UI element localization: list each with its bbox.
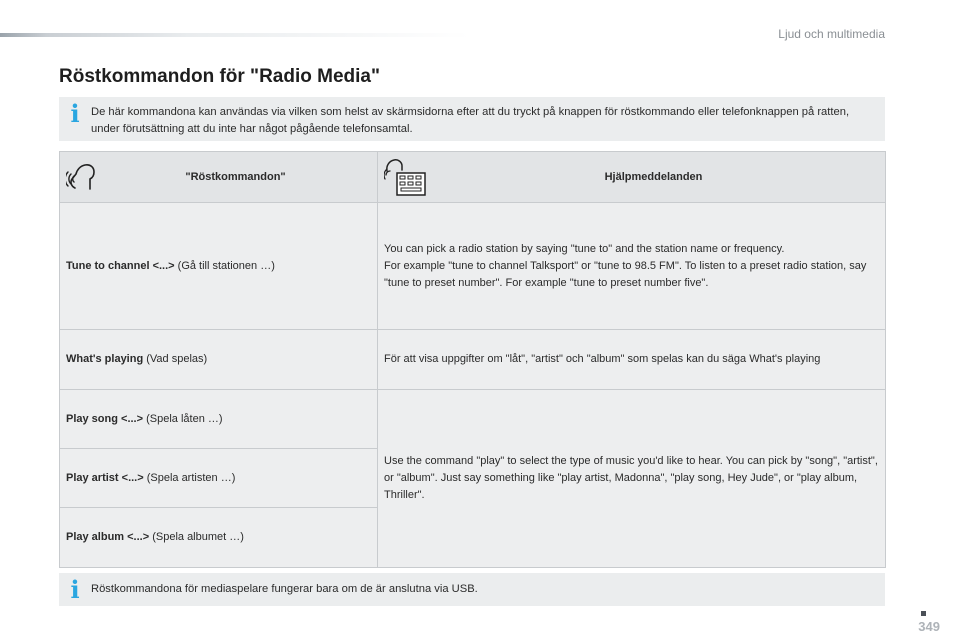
table-header-row xyxy=(60,152,886,203)
info-note-top-text: De här kommandona kan användas via vilken som helst av skärmsidorna efter att du tryckt på knappen för röstkommando eller telefonknappen på ratten, under förutsättning att du inte har något pågående telefonsamtal. xyxy=(91,106,850,135)
info-icon: i xyxy=(70,99,80,128)
page-number: 349 xyxy=(918,619,940,634)
command-cell xyxy=(60,508,378,568)
info-note-top xyxy=(59,97,885,141)
help-cell xyxy=(378,203,886,330)
table-row xyxy=(60,390,886,449)
command-cell xyxy=(60,390,378,449)
help-keyboard-icon xyxy=(384,157,428,197)
page-marker xyxy=(921,611,926,616)
table-row xyxy=(60,330,886,390)
command-translation: (Spela artisten …) xyxy=(143,471,236,484)
voice-command-icon xyxy=(66,162,100,192)
command-cell xyxy=(60,449,378,508)
header-commands-label: "Röstkommandon" xyxy=(185,170,286,183)
command-name: Play album <...> xyxy=(66,531,150,543)
command-name: Play artist <...> xyxy=(66,471,144,484)
header-cell-help xyxy=(378,152,886,203)
help-cell xyxy=(378,330,886,390)
command-cell xyxy=(60,330,378,390)
help-cell xyxy=(378,390,886,568)
info-note-bottom-text: Röstkommandona för mediaspelare fungerar bara om de är anslutna via USB. xyxy=(91,583,478,595)
voice-command-table xyxy=(59,151,886,568)
table-row xyxy=(60,203,886,330)
help-text: För att visa uppgifter om "låt", "artist" och "album" som spelas kan du säga What's playing xyxy=(384,353,821,365)
command-translation: (Gå till stationen …) xyxy=(174,259,275,272)
command-name: What's playing xyxy=(66,353,144,365)
header-help-label: Hjälpmeddelanden xyxy=(604,170,703,183)
help-text: Use the command "play" to select the type of music you'd like to hear. You can pick by "song", "artist", or "album". Just say something like "play artist, Madonna", "play song, Hey Jude", or "play album, Thriller". xyxy=(384,455,878,501)
section-label: Ljud och multimedia xyxy=(778,27,885,41)
info-icon: i xyxy=(70,574,80,604)
command-cell xyxy=(60,203,378,330)
command-name: Play song <...> xyxy=(66,412,144,425)
info-note-bottom xyxy=(59,573,885,606)
command-name: Tune to channel <...> xyxy=(66,259,175,272)
header-cell-commands xyxy=(60,152,378,203)
command-translation: (Spela albumet …) xyxy=(149,531,244,543)
header-rule xyxy=(0,33,470,37)
command-translation: (Spela låten …) xyxy=(143,412,223,425)
command-translation: (Vad spelas) xyxy=(143,353,208,365)
help-text: You can pick a radio station by saying "tune to" and the station name or frequency. For example "tune to channel Talksport" or "tune to 98.5 FM". To listen to a preset radio station, say "tune to preset number". For example "tune to preset number five". xyxy=(384,242,867,289)
page-title: Röstkommandon för "Radio Media" xyxy=(59,66,380,87)
